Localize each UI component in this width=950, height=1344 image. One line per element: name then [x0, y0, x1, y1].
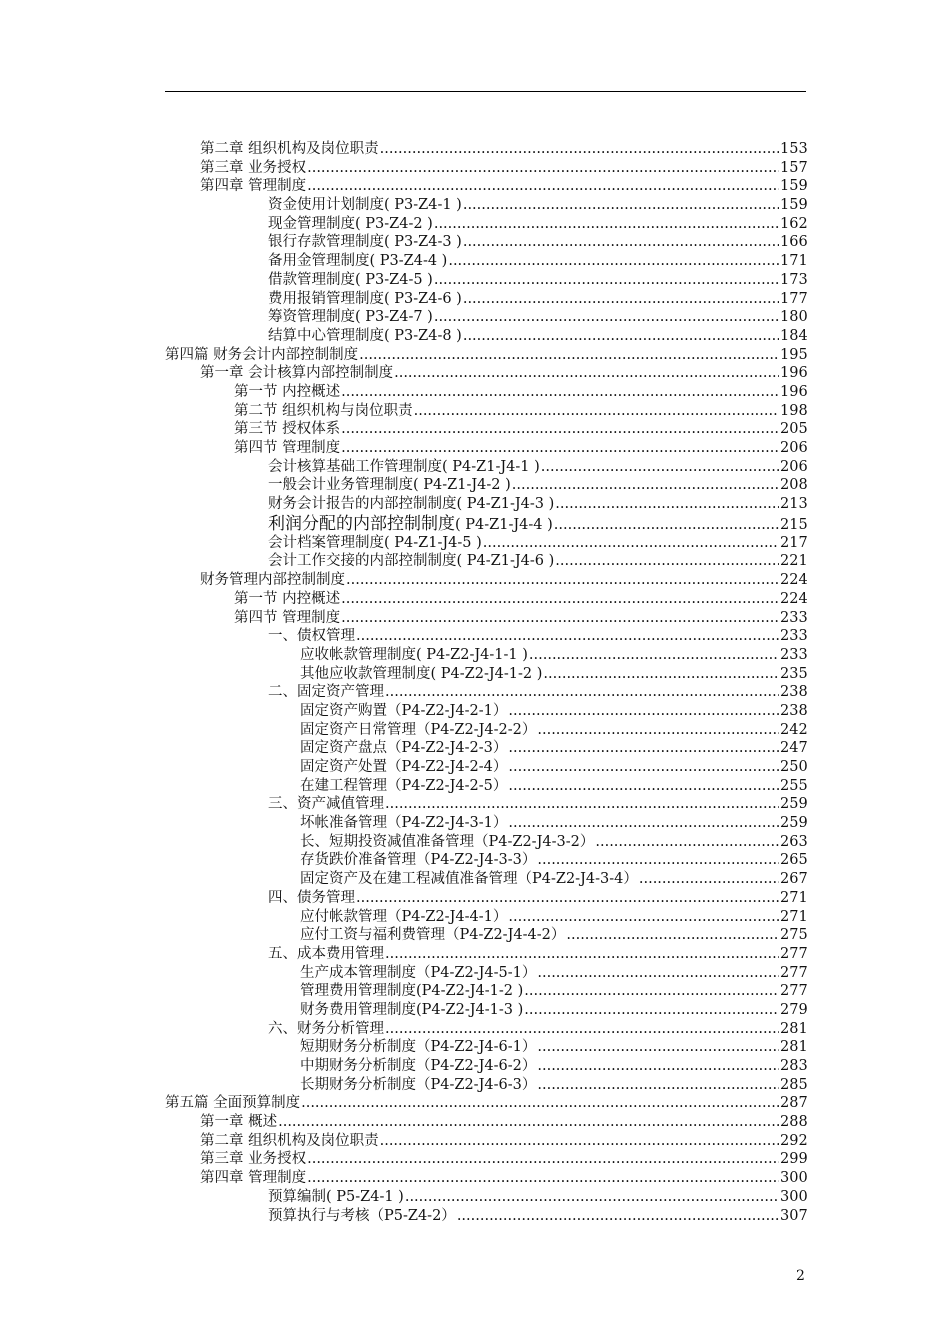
dot-leader: [508, 702, 779, 721]
toc-entry-page: 205: [780, 421, 808, 438]
toc-entry-page: 208: [780, 477, 808, 494]
toc-entry-title: 会计档案管理制度( P4-Z1-J4-5 ): [268, 534, 482, 551]
toc-entry[interactable]: [0, 1113, 806, 1132]
toc-entry[interactable]: [0, 571, 806, 590]
dot-leader: [537, 721, 779, 740]
toc-entry-title: 第一节 内控概述: [234, 383, 341, 400]
toc-entry-page: 275: [780, 927, 808, 944]
dot-leader: [341, 609, 779, 628]
toc-entry-title: 第三节 授权体系: [234, 421, 341, 438]
toc-entry-page: 300: [780, 1188, 808, 1205]
toc-entry-title: 坏帐准备管理（P4-Z2-J4-3-1）: [300, 815, 508, 832]
toc-entry[interactable]: [0, 721, 806, 740]
toc-entry-page: 195: [780, 346, 808, 363]
toc-entry-title: 第二节 组织机构与岗位职责: [234, 402, 413, 419]
toc-entry-page: 277: [780, 983, 808, 1000]
toc-entry-page: 277: [780, 945, 808, 962]
toc-entry-page: 180: [780, 309, 808, 326]
toc-entry-page: 238: [780, 684, 808, 701]
toc-entry[interactable]: [0, 290, 806, 309]
toc-entry-page: 171: [780, 253, 808, 270]
toc-entry[interactable]: [0, 1057, 806, 1076]
toc-entry-page: 267: [780, 871, 808, 888]
dot-leader: [508, 777, 779, 796]
dot-leader: [512, 476, 779, 495]
toc-entry-title: 第四章 管理制度: [200, 178, 307, 195]
dot-leader: [434, 308, 779, 327]
dot-leader: [385, 683, 779, 702]
toc-entry[interactable]: [0, 1094, 806, 1113]
toc-entry-title: 结算中心管理制度( P3-Z4-8 ): [268, 327, 462, 344]
dot-leader: [341, 420, 779, 439]
dot-leader: [457, 1207, 779, 1226]
dot-leader: [385, 795, 779, 814]
toc-entry[interactable]: [0, 889, 806, 908]
toc-entry-page: 285: [780, 1076, 808, 1093]
toc-entry-title: 四、债务管理: [268, 889, 355, 906]
toc-entry-page: 196: [780, 383, 808, 400]
toc-entry[interactable]: [0, 159, 806, 178]
toc-entry[interactable]: [0, 590, 806, 609]
toc-entry-page: 153: [780, 141, 808, 157]
toc-entry-page: 224: [780, 572, 808, 589]
toc-entry-page: 157: [780, 159, 808, 176]
dot-leader: [385, 945, 779, 964]
toc-entry-page: 242: [780, 721, 808, 738]
dot-leader: [385, 1020, 779, 1039]
toc-entry-title: 二、固定资产管理: [268, 684, 384, 701]
toc-entry-code: ( P4-Z1-J4-4 ): [455, 516, 553, 533]
toc-entry[interactable]: [0, 458, 806, 477]
toc-entry-title: 筹资管理制度( P3-Z4-7 ): [268, 309, 433, 326]
dot-leader: [508, 758, 779, 777]
toc-entry-title: 第一节 内控概述: [234, 590, 341, 607]
dot-leader: [537, 964, 779, 983]
toc-entry-page: 177: [780, 290, 808, 307]
toc-entry[interactable]: [0, 177, 806, 196]
toc-entry-page: 215: [780, 516, 808, 533]
toc-entry-title: 费用报销管理制度( P3-Z4-6 ): [268, 290, 462, 307]
dot-leader: [380, 140, 779, 159]
toc-entry-title: 固定资产日常管理（P4-Z2-J4-2-2）: [300, 721, 537, 738]
toc-entry-title: 固定资产处置（P4-Z2-J4-2-4）: [300, 759, 508, 775]
header-rule: [165, 91, 806, 92]
toc-entry[interactable]: [0, 683, 806, 702]
toc-entry-title: 应付工资与福利费管理（P4-Z2-J4-4-2）: [300, 927, 566, 944]
toc-entry-title: 生产成本管理制度（P4-Z2-J4-5-1）: [300, 964, 537, 981]
toc-entry[interactable]: [0, 196, 806, 215]
toc-entry[interactable]: [0, 870, 806, 889]
dot-leader: [555, 495, 779, 514]
dot-leader: [554, 515, 779, 535]
toc-entry[interactable]: [0, 346, 806, 365]
toc-entry-title: 中期财务分析制度（P4-Z2-J4-6-2）: [300, 1058, 537, 1074]
dot-leader: [341, 590, 779, 609]
toc-entry-page: 281: [780, 1039, 808, 1056]
dot-leader: [537, 1057, 779, 1076]
toc-entry-page: 184: [780, 327, 808, 344]
toc-entry-page: 250: [780, 759, 808, 775]
dot-leader: [508, 739, 779, 758]
toc-entry[interactable]: [0, 964, 806, 983]
toc-entry[interactable]: [0, 627, 806, 646]
toc-entry-title: 利润分配的内部控制制度: [268, 513, 455, 534]
toc-entry-page: 283: [780, 1058, 808, 1074]
dot-leader: [307, 177, 779, 196]
dot-leader: [405, 1188, 779, 1207]
toc-entry-title: 第四节 管理制度: [234, 609, 341, 626]
toc-entry[interactable]: [0, 609, 806, 628]
toc-entry-title: 第二章 组织机构及岗位职责: [200, 1132, 379, 1149]
toc-entry-title: 财务管理内部控制制度: [200, 572, 345, 589]
toc-entry-title: 三、资产减值管理: [268, 796, 384, 813]
toc-entry-page: 224: [780, 590, 808, 607]
toc-entry-title: 六、财务分析管理: [268, 1020, 384, 1037]
page-number: 2: [796, 1268, 805, 1284]
toc-entry-title: 长、短期投资减值准备管理（P4-Z2-J4-3-2）: [300, 833, 595, 850]
toc-entry[interactable]: [0, 1169, 806, 1188]
toc-entry[interactable]: [0, 1132, 806, 1151]
toc-entry-title: 第二章 组织机构及岗位职责: [200, 141, 379, 157]
toc-entry-page: 233: [780, 609, 808, 626]
toc-entry[interactable]: [0, 495, 806, 514]
toc-entry-page: 213: [780, 496, 808, 513]
dot-leader: [301, 1094, 779, 1113]
toc-entry[interactable]: [0, 702, 806, 721]
toc-entry[interactable]: [0, 739, 806, 758]
dot-leader: [543, 665, 779, 684]
toc-entry-title: 第三章 业务授权: [200, 159, 307, 176]
toc-entry[interactable]: [0, 252, 806, 271]
dot-leader: [356, 889, 779, 908]
toc-entry-page: 159: [780, 178, 808, 195]
toc-entry-title: 第四章 管理制度: [200, 1170, 307, 1187]
toc-entry-title: 存货跌价准备管理（P4-Z2-J4-3-3）: [300, 852, 537, 869]
dot-leader: [394, 364, 779, 383]
toc-entry-title: 第四篇 财务会计内部控制制度: [165, 346, 359, 363]
toc-entry-page: 271: [780, 889, 808, 906]
dot-leader: [307, 1169, 779, 1188]
toc-entry-title: 固定资产购置（P4-Z2-J4-2-1）: [300, 702, 508, 719]
toc-entry-title: 财务会计报告的内部控制制度( P4-Z1-J4-3 ): [268, 496, 555, 513]
toc-entry-page: 159: [780, 197, 808, 214]
dot-leader: [537, 851, 779, 870]
dot-leader: [483, 534, 779, 553]
dot-leader: [541, 458, 779, 477]
dot-leader: [537, 1076, 779, 1095]
dot-leader: [278, 1113, 779, 1132]
toc-entry[interactable]: [0, 383, 806, 402]
dot-leader: [529, 646, 779, 665]
dot-leader: [555, 552, 779, 571]
toc-entry-title: 现金管理制度( P3-Z4-2 ): [268, 215, 433, 232]
dot-leader: [448, 252, 779, 271]
toc-entry-title: 财务费用管理制度(P4-Z2-J4-1-3 ): [300, 1001, 524, 1018]
dot-leader: [463, 327, 779, 346]
toc-entry[interactable]: [0, 851, 806, 870]
dot-leader: [380, 1132, 779, 1151]
toc-entry-page: 217: [780, 534, 808, 551]
toc-entry[interactable]: [0, 327, 806, 346]
toc-entry-title: 应收帐款管理制度( P4-Z2-J4-1-1 ): [300, 646, 528, 663]
dot-leader: [639, 870, 779, 889]
toc-entry-title: 固定资产及在建工程减值准备管理（P4-Z2-J4-3-4）: [300, 871, 638, 888]
toc-entry-title: 五、成本费用管理: [268, 945, 384, 962]
dot-leader: [537, 1038, 779, 1057]
toc-entry-page: 259: [780, 815, 808, 832]
toc-entry[interactable]: [0, 1038, 806, 1057]
toc-entry-page: 271: [780, 908, 808, 925]
toc-entry[interactable]: [0, 926, 806, 945]
dot-leader: [595, 833, 779, 852]
toc-entry-title: 备用金管理制度( P3-Z4-4 ): [268, 253, 448, 270]
toc-entry[interactable]: [0, 665, 806, 684]
dot-leader: [566, 926, 779, 945]
dot-leader: [434, 215, 779, 234]
toc-entry[interactable]: [0, 982, 806, 1001]
toc-entry[interactable]: [0, 439, 806, 458]
toc-entry[interactable]: [0, 215, 806, 234]
dot-leader: [341, 383, 779, 402]
toc-entry-title: 长期财务分析制度（P4-Z2-J4-6-3）: [300, 1076, 537, 1093]
toc-entry[interactable]: [0, 1020, 806, 1039]
toc-entry-title: 管理费用管理制度(P4-Z2-J4-1-2 ): [300, 983, 524, 1000]
toc-entry-page: 233: [780, 646, 808, 663]
toc-entry-page: 259: [780, 796, 808, 813]
toc-entry[interactable]: [0, 364, 806, 383]
toc-entry-page: 277: [780, 964, 808, 981]
toc-entry[interactable]: [0, 140, 806, 159]
toc-entry[interactable]: [0, 233, 806, 252]
toc-entry-title: 其他应收款管理制度( P4-Z2-J4-1-2 ): [300, 665, 543, 682]
toc-entry-page: 233: [780, 628, 808, 645]
toc-entry-title: 第五篇 全面预算制度: [165, 1095, 301, 1112]
toc-entry-title: 预算编制( P5-Z4-1 ): [268, 1188, 404, 1205]
toc-entry-page: 281: [780, 1020, 808, 1037]
toc-entry-page: 166: [780, 234, 808, 251]
dot-leader: [524, 1001, 779, 1020]
dot-leader: [307, 159, 779, 178]
toc-entry-page: 162: [780, 215, 808, 232]
toc-entry-title: 借款管理制度( P3-Z4-5 ): [268, 271, 433, 288]
toc-entry[interactable]: [0, 945, 806, 964]
toc-entry-page: 300: [780, 1170, 808, 1187]
dot-leader: [341, 439, 779, 458]
toc-entry-title: 在建工程管理（P4-Z2-J4-2-5）: [300, 777, 508, 794]
toc-entry[interactable]: [0, 271, 806, 290]
toc-entry-title: 会计核算基础工作管理制度( P4-Z1-J4-1 ): [268, 458, 540, 475]
toc-entry-title: 应付帐款管理（P4-Z2-J4-4-1）: [300, 908, 508, 925]
toc-entry-title: 第一章 概述: [200, 1114, 278, 1131]
dot-leader: [463, 290, 779, 309]
toc-entry-page: 288: [780, 1114, 808, 1131]
toc-entry-page: 307: [780, 1207, 808, 1224]
toc-entry[interactable]: [0, 1188, 806, 1207]
dot-leader: [524, 982, 779, 1001]
toc-entry-page: 196: [780, 365, 808, 382]
toc-entry[interactable]: [0, 476, 806, 495]
dot-leader: [356, 627, 779, 646]
toc-entry[interactable]: [0, 1001, 806, 1020]
toc-entry-title: 第一章 会计核算内部控制制度: [200, 365, 394, 382]
toc-entry-page: 221: [780, 553, 808, 570]
toc-entry[interactable]: [0, 833, 806, 852]
toc-entry-page: 247: [780, 740, 808, 757]
toc-entry[interactable]: [0, 646, 806, 665]
toc-entry[interactable]: [0, 420, 806, 439]
toc-entry[interactable]: [0, 814, 806, 833]
toc-entry-title: 第四节 管理制度: [234, 440, 341, 456]
toc-entry-page: 263: [780, 833, 808, 850]
dot-leader: [463, 233, 779, 252]
toc-entry[interactable]: [0, 402, 806, 421]
dot-leader: [307, 1150, 779, 1169]
toc-entry-page: 292: [780, 1132, 808, 1149]
toc-entry[interactable]: [0, 758, 806, 777]
dot-leader: [346, 571, 779, 590]
dot-leader: [434, 271, 779, 290]
toc-entry-title: 一般会计业务管理制度( P4-Z1-J4-2 ): [268, 477, 511, 494]
toc-entry[interactable]: [0, 795, 806, 814]
toc-entry-title: 银行存款管理制度( P3-Z4-3 ): [268, 234, 462, 251]
toc-entry-page: 265: [780, 852, 808, 869]
toc-entry-page: 255: [780, 777, 808, 794]
toc-entry[interactable]: [0, 1150, 806, 1169]
toc-entry[interactable]: [0, 1076, 806, 1095]
toc-entry-page: 198: [780, 402, 808, 419]
toc-entry[interactable]: [0, 908, 806, 927]
toc-entry[interactable]: [0, 534, 806, 553]
toc-entry[interactable]: [0, 777, 806, 796]
toc-entry-title: 固定资产盘点（P4-Z2-J4-2-3）: [300, 740, 508, 757]
toc-entry-page: 287: [780, 1095, 808, 1112]
toc-entry-page: 235: [780, 665, 808, 682]
toc-entry[interactable]: [0, 514, 806, 534]
dot-leader: [463, 196, 779, 215]
toc-entry-title: 短期财务分析制度（P4-Z2-J4-6-1）: [300, 1039, 537, 1056]
dot-leader: [359, 346, 779, 365]
toc-entry-page: 279: [780, 1001, 808, 1018]
toc-entry-title: 一、债权管理: [268, 628, 355, 645]
toc-entry[interactable]: [0, 308, 806, 327]
dot-leader: [508, 814, 779, 833]
toc-entry-page: 299: [780, 1151, 808, 1168]
dot-leader: [414, 402, 779, 421]
toc-entry-title: 第三章 业务授权: [200, 1151, 307, 1168]
toc-entry[interactable]: [0, 1207, 806, 1226]
toc-entry-title: 资金使用计划制度( P3-Z4-1 ): [268, 197, 462, 214]
table-of-contents: [0, 140, 950, 1225]
dot-leader: [508, 908, 779, 927]
toc-entry[interactable]: [0, 552, 806, 571]
toc-entry-page: 238: [780, 702, 808, 719]
toc-entry-page: 173: [780, 271, 808, 288]
toc-entry-page: 206: [780, 458, 808, 475]
toc-entry-page: 206: [780, 440, 808, 456]
toc-entry-title: 会计工作交接的内部控制制度( P4-Z1-J4-6 ): [268, 553, 555, 570]
toc-entry-title: 预算执行与考核（P5-Z4-2）: [268, 1207, 456, 1224]
